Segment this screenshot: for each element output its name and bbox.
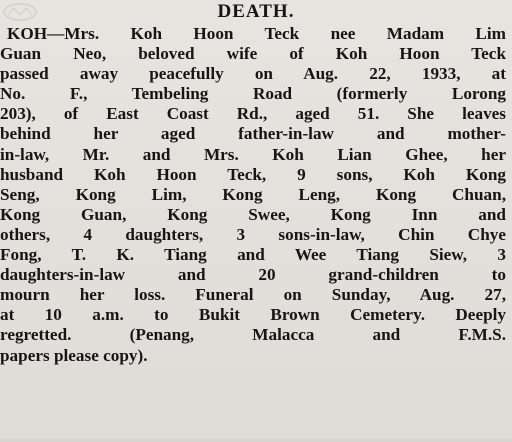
- obituary-line: KOH—Mrs. Koh Hoon Teck nee Madam Lim: [7, 24, 506, 43]
- obituary-line: mourn her loss. Funeral on Sunday, Aug. 27,: [0, 285, 506, 305]
- obituary-line: behind her aged father-in-law and mother-: [0, 124, 506, 144]
- obituary-line: papers please copy).: [0, 345, 148, 365]
- obituary-line: Seng, Kong Lim, Kong Leng, Kong Chuan,: [0, 184, 506, 204]
- obituary-line: husband Koh Hoon Teck, 9 sons, Koh Kong: [0, 164, 506, 184]
- obituary-line: regretted. (Penang, Malacca and F.M.S.: [0, 325, 506, 345]
- obituary-line: at 10 a.m. to Bukit Brown Cemetery. Deeply: [0, 305, 506, 325]
- obituary-text: [0, 24, 506, 366]
- obituary-line: 203), of East Coast Rd., aged 51. She leaves: [0, 104, 506, 124]
- obituary-line: Fong, T. K. Tiang and Wee Tiang Siew, 3: [0, 245, 506, 265]
- obituary-line: Guan Neo, beloved wife of Koh Hoon Teck: [0, 44, 506, 64]
- obituary-line: Kong Guan, Kong Swee, Kong Inn and: [0, 204, 506, 224]
- obituary-line: passed away peacefully on Aug. 22, 1933, at: [0, 64, 506, 84]
- obituary-line: No. F., Tembeling Road (formerly Lorong: [0, 84, 506, 104]
- notice-heading: DEATH.: [217, 1, 295, 22]
- obituary-line: others, 4 daughters, 3 sons-in-law, Chin Chye: [0, 224, 506, 244]
- obituary-line: in-law, Mr. and Mrs. Koh Lian Ghee, her: [0, 144, 506, 164]
- obituary-line: daughters-in-law and 20 grand-children to: [0, 265, 506, 285]
